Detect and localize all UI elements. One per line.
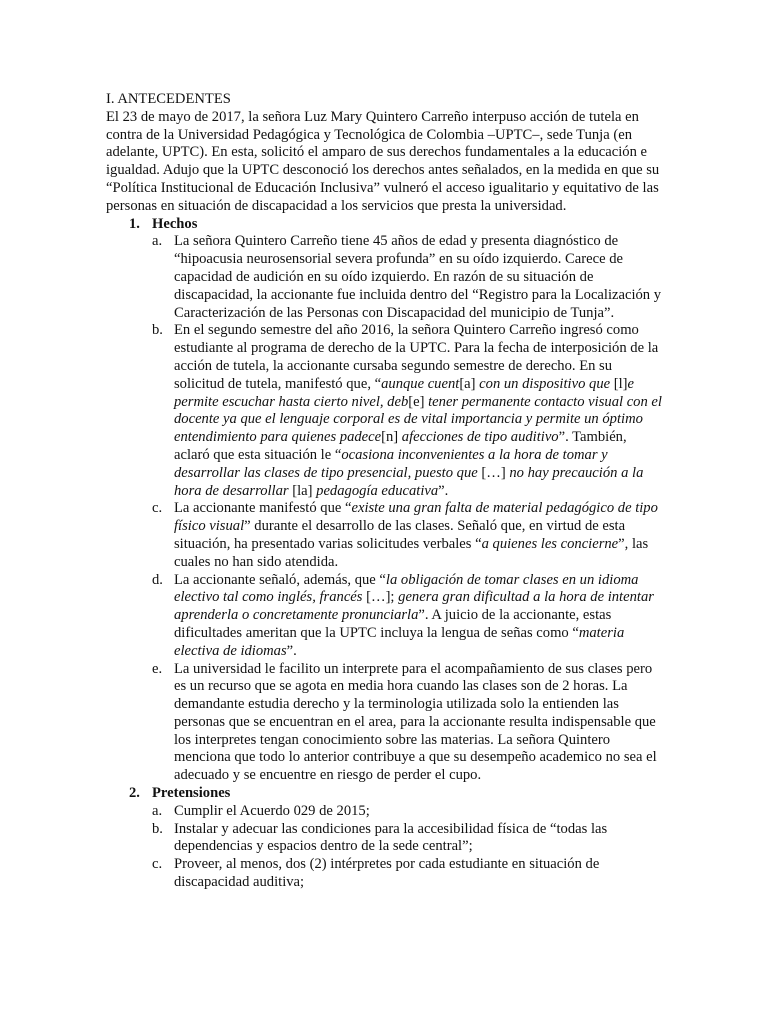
text-segment: [a] <box>459 375 476 392</box>
item-letter: b. <box>152 322 163 339</box>
text-segment: [e] <box>408 393 429 410</box>
item-text <box>174 661 657 784</box>
quoted-text: la obligación de tomar clases en un idioma electivo tal como inglés, francés <box>174 571 639 606</box>
list-item <box>152 322 662 500</box>
item-letter: a. <box>152 802 163 819</box>
text-segment: Proveer, al menos, dos (2) intérpretes por cada estudiante en situación de discapacidad auditiva; <box>174 856 600 891</box>
item-text <box>174 572 654 659</box>
item-letter: d. <box>152 571 163 588</box>
section-title: Pretensiones <box>152 785 231 802</box>
document-page <box>106 91 662 892</box>
quoted-text: afecciones de tipo auditivo <box>401 429 559 446</box>
text-segment: En el segundo semestre del año 2016, la señora Quintero Carreño ingresó como estudiante al programa de derecho de la UPTC. Para la fecha de interposición de la acción de tutela, la accionante cursaba segundo semestre de derecho. En su solicitud de tutela, manifestó que, “ <box>174 322 659 392</box>
quoted-text: tener permanente contacto visual con el docente ya que el lenguaje corporal es de vital importancia y permite un óptimo entendimiento para quienes padece <box>174 393 662 446</box>
list-item <box>152 821 662 857</box>
text-segment: La accionante manifestó que “ <box>174 500 352 517</box>
item-text <box>174 322 662 498</box>
item-letter: a. <box>152 233 163 250</box>
text-segment: ”. <box>438 482 449 499</box>
section-pretensiones <box>106 785 662 892</box>
text-segment: […]; <box>366 589 399 606</box>
list-item <box>152 803 662 821</box>
section-number: 2. <box>129 785 140 802</box>
text-segment: ” durante el desarrollo de las clases. Señaló que, en virtud de esta situación, ha presentado varias solicitudes verbales “ <box>174 518 626 552</box>
section-hechos <box>106 216 662 786</box>
quoted-text: materia electiva de idiomas <box>174 624 625 659</box>
quoted-text: aunque cuent <box>381 375 460 392</box>
text-segment: ”. <box>286 642 297 659</box>
text-segment: ”, las cuales no han sido atendida. <box>174 535 649 570</box>
quoted-text: existe una gran falta de material pedagógico de tipo físico visual <box>174 500 658 535</box>
item-text <box>174 803 370 819</box>
quoted-text: pedagogía educativa <box>316 482 439 499</box>
text-segment: [l] <box>613 375 628 392</box>
text-segment: ”. También, aclaró que esta situación le “ <box>174 429 627 463</box>
hechos-list <box>152 233 662 785</box>
item-text <box>174 856 599 890</box>
intro-paragraph: El 23 de mayo de 2017, la señora Luz Mary Quintero Carreño interpuso acción de tutela en contra de la Universidad Pedagógica y Tecnológica de Colombia –UPTC–, sede Tunja (en adelante, UPTC). En esta, solicitó el amparo de sus derechos fundamentales a la educación e igualdad. Adujo que la UPTC desconoció los derechos antes señalados, en la medida en que su “Política Institucional de Educación Inclusiva” vulneró el acceso igualitario y equitativo de las personas en situación de discapacidad a los servicios que presta la universidad. <box>106 108 660 214</box>
list-item <box>152 233 662 322</box>
section-title: Hechos <box>152 215 198 232</box>
item-text <box>174 233 661 320</box>
quoted-text: ocasiona inconvenientes a la hora de tomar y desarrollar las clases de tipo presencial, puesto que <box>174 446 608 481</box>
quoted-text: a quienes les concierne <box>481 535 619 552</box>
section-list <box>106 216 662 892</box>
list-item <box>152 856 662 892</box>
item-text <box>174 821 607 855</box>
text-segment: ”. A juicio de la accionante, estas dificultades ameritan que la UPTC incluya la lengua de señas como “ <box>174 607 612 641</box>
quoted-text: no hay precaución a la hora de desarrollar <box>174 464 644 499</box>
text-segment: [la] <box>292 482 317 499</box>
text-segment: Cumplir el Acuerdo 029 de 2015; <box>174 802 370 819</box>
text-segment: La señora Quintero Carreño tiene 45 años de edad y presenta diagnóstico de “hipoacusia neurosensorial severa profunda” en su oído izquierdo. Carece de capacidad de audición en su oído izquierdo. En razón de su situación de discapacidad, la accionante fue incluida dentro del “Registro para la Localización y Caracterización de las Personas con Discapacidad del municipio de Tunja”. <box>174 233 662 321</box>
text-segment: La universidad le facilito un interprete para el acompañamiento de sus clases pero es un recurso que se agota en media hora cuando las clases son de 2 horas. La demandante estudia derecho y la terminologia utilizada solo la entienden las personas que se encuentran en el area, para la accionante resulta indispensable que los interpretes tengan conocimiento sobre las materias. La señora Quintero menciona que todo lo anterior contribuye a que su desempeño academico no sea el adecuado y se encuentre en riesgo de perder el cupo. <box>174 660 657 784</box>
quoted-text: e permite escuchar hasta cierto nivel, deb <box>174 375 635 410</box>
text-segment: [n] <box>381 429 402 446</box>
section-number: 1. <box>129 215 140 232</box>
text-segment: Instalar y adecuar las condiciones para la accesibilidad física de “todas las dependencias y espacios dentro de la sede central”; <box>174 820 608 855</box>
section-heading: I. ANTECEDENTES <box>106 91 231 107</box>
quoted-text: genera gran dificultad a la hora de intentar aprenderla o concretamente pronunciarla <box>174 589 654 624</box>
list-item <box>152 572 662 661</box>
text-segment: La accionante señaló, además, que “ <box>174 571 386 588</box>
item-letter: e. <box>152 660 163 677</box>
pretensiones-list <box>152 803 662 892</box>
list-item <box>152 500 662 571</box>
item-text <box>174 500 658 569</box>
item-letter: b. <box>152 820 163 837</box>
text-segment: […] <box>481 464 510 481</box>
item-letter: c. <box>152 856 163 873</box>
list-item <box>152 661 662 786</box>
item-letter: c. <box>152 500 163 517</box>
quoted-text: con un dispositivo que <box>475 375 614 392</box>
